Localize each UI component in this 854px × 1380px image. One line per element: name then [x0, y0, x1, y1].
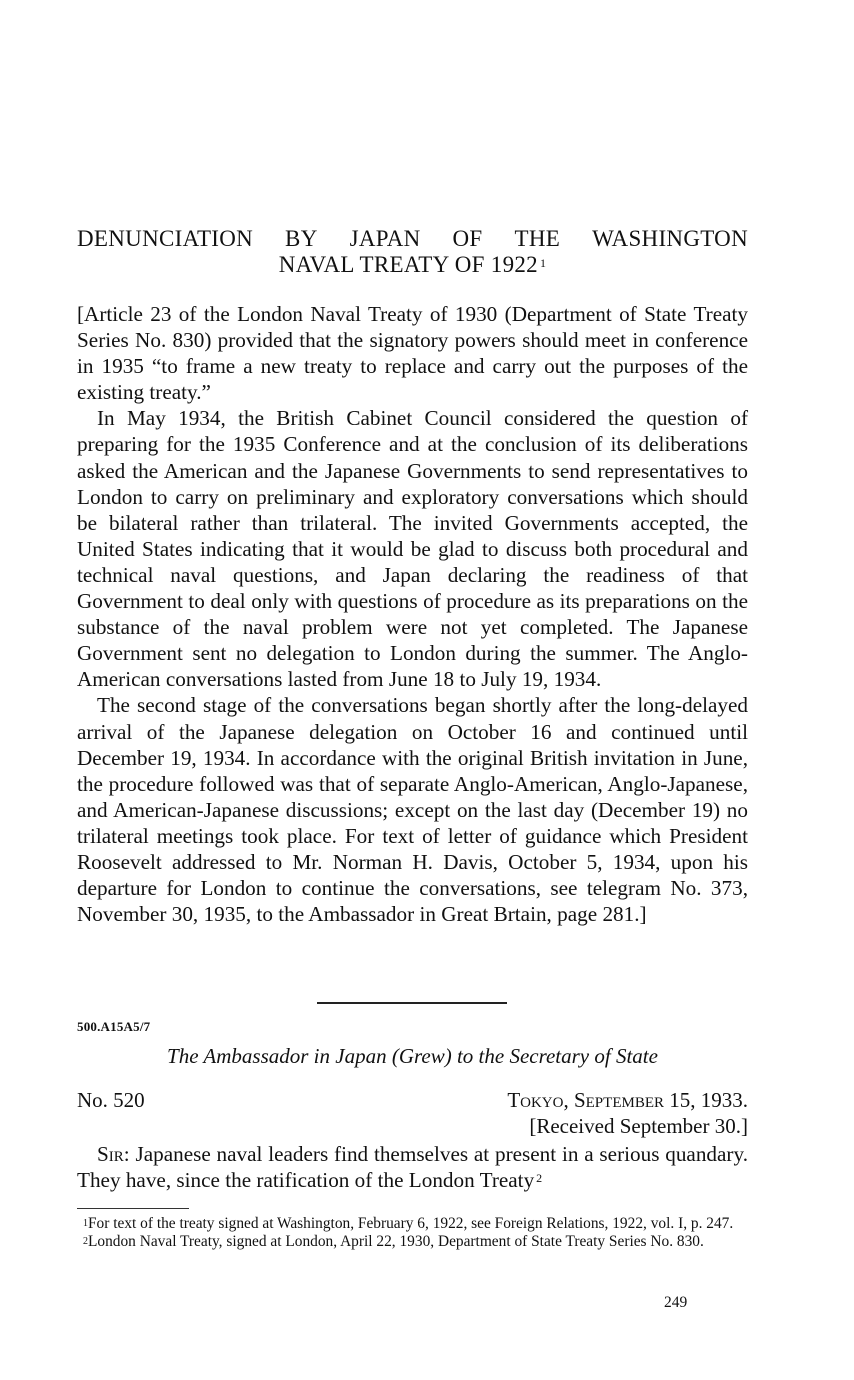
title-word: JAPAN [349, 226, 421, 251]
document-number: No. 520 [77, 1088, 145, 1112]
dateline-text: Tokyo, September 15, 1933. [507, 1088, 748, 1112]
title-word: THE [514, 226, 561, 251]
intro-paragraph: The second stage of the conversations began shortly after the long-delayed arrival of the Japanese delegation on October 16 and continued until December 19, 1934. In accordance with the original British invitation in June, the procedure followed was that of separate Anglo-American, Anglo-Japanese, and American-Japanese discussions; except on the last day (December 19) no trilateral meetings took place. For text of letter of guidance which President Roosevelt addressed to Mr. Norman H. Davis, October 5, 1934, upon his departure for London to continue the conversations, see telegram No. 373, November 30, 1935, to the Ambassador in Great Brtain, page 281.] [77, 693, 748, 927]
dateline [507, 1087, 748, 1139]
title-word: BY [285, 226, 318, 251]
footnote-mark: 2 [83, 1236, 88, 1247]
footnote [77, 1233, 748, 1250]
dateline-place-date [507, 1087, 748, 1113]
file-number: 500.A15A5/7 [77, 1019, 151, 1034]
letter-body [77, 1141, 748, 1193]
footnote [77, 1215, 748, 1232]
title-word: WASHINGTON [592, 226, 748, 251]
salutation: Sir: [97, 1142, 130, 1166]
intro-paragraph: [Article 23 of the London Naval Treaty of 1930 (Department of State Treaty Series No. 830) provided that the signatory powers should meet in conference in 1935 “to frame a new treaty to replace and carry out the purposes of the existing treaty.” [77, 302, 748, 405]
title-line-1 [77, 226, 748, 252]
intro-paragraph: In May 1934, the British Cabinet Council considered the question of preparing for the 1935 Conference and at the conclusion of its deliberations asked the American and the Japanese Governments to send representatives to London to carry on preliminary and exploratory conversations which should be bilateral rather than trilateral. The invited Governments accepted, the United States indicating that it would be glad to discuss both procedural and technical naval questions, and Japan declaring the readiness of that Government to deal only with questions of procedure as its preparations on the substance of the naval problem were not yet completed. The Japanese Government sent no delegation to London during the summer. The Anglo-American conversations lasted from June 18 to July 19, 1934. [77, 406, 748, 692]
letter-text: Japanese naval leaders find themselves at present in a serious quandary. They have, since the ratification of the London Treaty [77, 1142, 749, 1193]
title-word: OF [452, 226, 483, 251]
editorial-note [77, 301, 748, 927]
footnote-divider [77, 1208, 189, 1209]
section-divider [317, 1002, 507, 1004]
title-line-2-text: NAVAL TREATY OF 1922 [278, 252, 538, 277]
title-word: DENUNCIATION [77, 226, 254, 251]
footnote-reference: 2 [536, 1171, 543, 1186]
received-date: [Received September 30.] [529, 1114, 748, 1138]
letter-paragraph [77, 1141, 748, 1193]
footnote-text: London Naval Treaty, signed at London, April 22, 1930, Department of State Treaty Series No. 830. [88, 1233, 704, 1250]
document-heading: The Ambassador in Japan (Grew) to the Secretary of State [167, 1044, 658, 1068]
page-title [77, 226, 748, 278]
footnotes [77, 1215, 748, 1251]
title-line-2 [77, 252, 748, 278]
page-number: 249 [664, 1294, 688, 1311]
footnote-text: For text of the treaty signed at Washington, February 6, 1922, see Foreign Relations, 1922, vol. I, p. 247. [88, 1215, 734, 1232]
footnote-reference: 1 [539, 256, 547, 270]
footnote-mark: 1 [83, 1218, 88, 1229]
